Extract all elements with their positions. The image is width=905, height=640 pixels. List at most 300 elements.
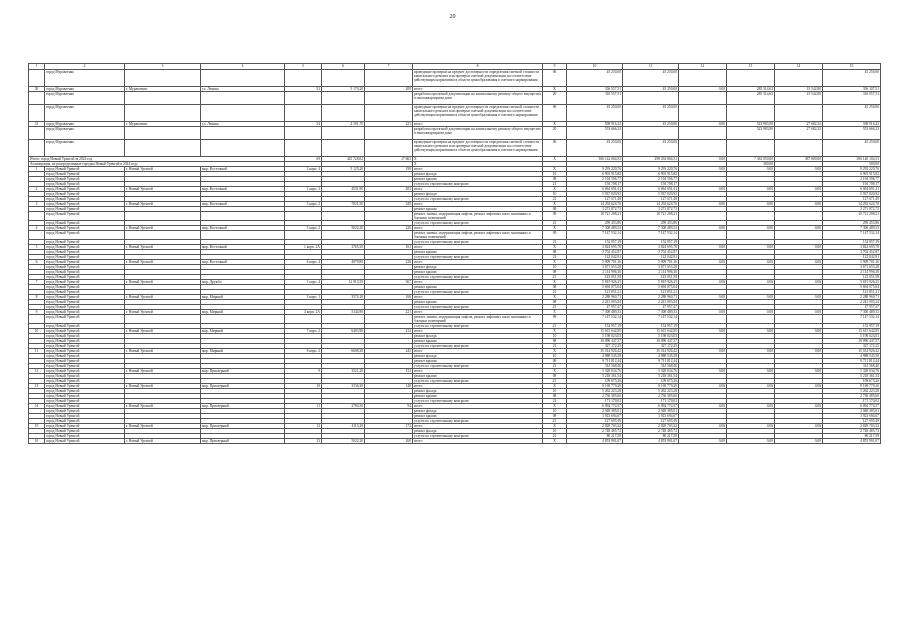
municipality: город Новый Уренгой <box>45 389 125 394</box>
work-code: 08 <box>543 270 567 275</box>
house-number: 6 корп. 4 <box>285 260 322 265</box>
municipality: город Новый Уренгой <box>45 197 125 202</box>
total-cost: 5 218 361,54 <box>567 374 623 379</box>
work-type: X <box>413 162 543 167</box>
work-code: 21 <box>543 255 567 260</box>
settlement: г. Новый Уренгой <box>125 439 201 444</box>
table-row <box>29 70 881 87</box>
regional-fund: 194 708,17 <box>623 182 679 187</box>
residents <box>365 315 413 324</box>
work-code: X <box>543 202 567 207</box>
municipality: город Новый Уренгой <box>45 404 125 409</box>
municipal-budget <box>679 315 727 324</box>
owners-funds: 0,00 <box>727 310 775 315</box>
work-type: услуги по строительному контролю <box>413 275 543 280</box>
header-cell: 12 <box>679 64 727 70</box>
regional-fund: 298 292 804,51 <box>623 157 679 162</box>
row-number <box>29 127 45 140</box>
total-cost: 10 090 447,57 <box>567 339 623 344</box>
owners-funds: 285 314,63 <box>727 87 775 92</box>
row-number: 3 <box>29 202 45 207</box>
owners-funds <box>727 212 775 221</box>
regional-fund: 5 815 926,25 <box>623 280 679 285</box>
area: 4979,80 <box>322 260 365 265</box>
street <box>201 231 285 240</box>
row-number: 11 <box>29 349 45 354</box>
municipal-budget: 0,00 <box>679 369 727 374</box>
total-cost: 15 014 926,42 <box>567 349 623 354</box>
header-cell: 5 <box>285 64 322 70</box>
other-funds: 0,00 <box>775 226 823 231</box>
work-type: ремонт фасада <box>413 172 543 177</box>
house-number <box>285 231 322 240</box>
other-funds: 387 800,00 <box>775 157 823 162</box>
work-code: 08 <box>543 339 567 344</box>
work-type: услуги по строительному контролю <box>413 221 543 226</box>
work-type: услуги по строительному контролю <box>413 434 543 439</box>
municipal-budget: 0,00 <box>679 295 727 300</box>
work-type: услуги по строительному контролю <box>413 182 543 187</box>
grand-total: 5 198 023,03 <box>823 334 881 339</box>
settlement: г. Новый Уренгой <box>125 349 201 354</box>
municipality: город Новый Уренгой <box>45 354 125 359</box>
total-cost: 3 271 872,73 <box>567 207 623 212</box>
work-code: 10 <box>543 172 567 177</box>
residents <box>365 231 413 240</box>
house-number: 1 корп. 3 <box>285 187 322 192</box>
total-cost: 15 615 642,85 <box>567 329 623 334</box>
work-code: 09 <box>543 212 567 221</box>
grand-total: 327 172,25 <box>823 344 881 349</box>
other-funds: 0,00 <box>775 167 823 172</box>
total-cost: 3 671 653,28 <box>567 265 623 270</box>
regional-fund: 123 051,58 <box>623 275 679 280</box>
total-cost: 7 147 532,14 <box>567 231 623 240</box>
header-cell: 15 <box>823 64 881 70</box>
work-code: X <box>543 310 567 315</box>
total-cost: 152 957,19 <box>567 240 623 245</box>
settlement: г. Новый Уренгой <box>125 329 201 334</box>
total-cost: 10 721 298,21 <box>567 212 623 221</box>
grand-total: 5 909 701,16 <box>823 260 881 265</box>
residents: 367 <box>365 280 413 285</box>
residents: 209 <box>365 87 413 92</box>
street: мкр. Восточный <box>201 167 285 172</box>
row-number: 2 <box>29 187 45 192</box>
work-type: проведение проверки на предмет достоверности определения сметной стоимости капитального ремонта или проверки сметной документации на соответствие действующим нормативам в области ценообразования в сметного нормирования <box>413 70 543 87</box>
grand-total: 3 271 872,73 <box>823 207 881 212</box>
other-funds: 0,00 <box>775 404 823 409</box>
work-type: разработка проектной документации на капитальному ремонту общего имущества в многоквартирном доме <box>413 92 543 105</box>
grand-total: 299 453,86 <box>823 221 881 226</box>
grand-total: 2 288 960,71 <box>823 295 881 300</box>
settlement <box>125 212 201 221</box>
house-number: 9 <box>285 369 322 374</box>
owners-funds: 0,00 <box>727 245 775 250</box>
street <box>201 140 285 157</box>
header-cell: 14 <box>775 64 823 70</box>
grand-total: 5 328 034,76 <box>823 369 881 374</box>
other-funds <box>775 140 823 157</box>
street: ул. Ленина <box>201 122 285 127</box>
work-type: итого <box>413 329 543 334</box>
street: мкр. Мирный <box>201 329 285 334</box>
municipality: город Новый Уренгой <box>45 192 125 197</box>
total-cost: 2 241 003,24 <box>567 300 623 305</box>
regional-fund: 45 250,00 <box>623 87 679 92</box>
settlement: г. Новый Уренгой <box>125 404 201 409</box>
work-type: услуги по строительному контролю <box>413 197 543 202</box>
grand-total: 500,00 <box>823 162 881 167</box>
street: мкр. Приозерный <box>201 384 285 389</box>
total-cost: 122 042,91 <box>567 255 623 260</box>
regional-fund: 2 748 485,73 <box>623 429 679 434</box>
regional-fund: 7 300 489,33 <box>623 226 679 231</box>
settlement: г. Новый Уренгой <box>125 187 201 192</box>
work-code: X <box>543 122 567 127</box>
total-cost: 2 048 385,01 <box>567 409 623 414</box>
work-type: ремонт крыши <box>413 414 543 419</box>
owners-funds: 0,00 <box>727 439 775 444</box>
row-number: 31 <box>29 122 45 127</box>
regional-fund: 4 855 901,07 <box>623 439 679 444</box>
area: 4531,90 <box>322 187 365 192</box>
area <box>322 70 365 87</box>
grand-total: 194 708,17 <box>823 182 881 187</box>
grand-total: 5 815 926,25 <box>823 280 881 285</box>
row-number: 15 <box>29 424 45 429</box>
municipality: город Новый Уренгой <box>45 419 125 424</box>
street: мкр. Восточный <box>201 226 285 231</box>
work-type: услуги по строительному контролю <box>413 240 543 245</box>
row-number: 8 <box>29 295 45 300</box>
work-type: ремонт крыши <box>413 394 543 399</box>
grand-total: 15 014 926,42 <box>823 349 881 354</box>
work-code: 21 <box>543 182 567 187</box>
work-type: услуги по строительному контролю <box>413 344 543 349</box>
municipal-budget: 0,00 <box>679 349 727 354</box>
row-number <box>29 315 45 324</box>
work-code: 08 <box>543 359 567 364</box>
work-code: X <box>543 404 567 409</box>
area: 425 728,02 <box>322 157 365 162</box>
work-code: X <box>543 424 567 429</box>
regional-fund: 3 271 872,73 <box>623 207 679 212</box>
municipality: город Новый Уренгой <box>45 399 125 404</box>
municipality: город Новый Уренгой <box>45 339 125 344</box>
grand-total: 10 090 447,57 <box>823 339 881 344</box>
other-funds: 0,00 <box>775 329 823 334</box>
table-row <box>29 127 881 140</box>
municipality: город Новый Уренгой <box>45 344 125 349</box>
grand-total: 152 957,19 <box>823 240 881 245</box>
page-number: 20 <box>449 14 456 20</box>
total-cost: 127 671,49 <box>567 197 623 202</box>
grand-total: 45 250,00 <box>823 70 881 87</box>
owners-funds: 0,00 <box>727 404 775 409</box>
settlement <box>125 127 201 140</box>
municipal-budget <box>679 105 727 122</box>
grand-total: 171 170,02 <box>823 399 881 404</box>
regional-fund: 6 094 774,57 <box>623 404 679 409</box>
area: 3336,30 <box>322 384 365 389</box>
work-type: итого <box>413 310 543 315</box>
municipality: город Новый Уренгой <box>45 207 125 212</box>
header-cell: 8 <box>413 64 543 70</box>
owners-funds: 0,00 <box>727 280 775 285</box>
other-funds: 0,00 <box>775 369 823 374</box>
residents: 148 <box>365 384 413 389</box>
grand-total: 5 218 361,54 <box>823 374 881 379</box>
work-type: ремонт, замена, модернизация лифтов, ремонт лифтовых шахт, машинных и блочных помещений <box>413 315 543 324</box>
work-code: 08 <box>543 285 567 290</box>
total-cost: 2 194 596,77 <box>567 177 623 182</box>
work-code: 21 <box>543 305 567 310</box>
regional-fund <box>623 92 679 105</box>
work-type: услуги по строительному контролю <box>413 255 543 260</box>
house-number: 3 корп. 1 <box>285 295 322 300</box>
area <box>322 140 365 157</box>
municipality: город Новый Уренгой <box>45 270 125 275</box>
owners-funds: 0,00 <box>727 295 775 300</box>
regional-fund: 127 695,49 <box>623 419 679 424</box>
house-number <box>285 315 322 324</box>
house-number <box>285 70 322 87</box>
street: мкр. Приозерный <box>201 369 285 374</box>
work-code: 21 <box>543 275 567 280</box>
house-number: 10 <box>285 384 322 389</box>
work-code: 20 <box>543 92 567 105</box>
area: 4113,20 <box>322 424 365 429</box>
settlement <box>125 140 201 157</box>
work-type: ремонт крыши <box>413 177 543 182</box>
residents <box>365 127 413 140</box>
municipality: город Новый Уренгой <box>45 414 125 419</box>
municipal-budget: 0,00 <box>679 87 727 92</box>
settlement: г. Муравленко <box>125 87 201 92</box>
work-type: услуги по строительному контролю <box>413 290 543 295</box>
house-number <box>285 140 322 157</box>
work-code: X <box>543 167 567 172</box>
regional-fund: 127 671,49 <box>623 197 679 202</box>
header-cell: 4 <box>201 64 285 70</box>
total-cost: 7 300 489,33 <box>567 310 623 315</box>
house-number: 13 <box>285 439 322 444</box>
grand-total: 4 855 901,07 <box>823 439 881 444</box>
area: 5 125,20 <box>322 167 365 172</box>
owners-funds: 0,00 <box>727 384 775 389</box>
grand-total: 121 851,21 <box>823 290 881 295</box>
total-cost: 2 748 485,73 <box>567 429 623 434</box>
area: 5 170,20 <box>322 87 365 92</box>
municipal-budget: 0,00 <box>679 187 727 192</box>
municipality: город Муравленко <box>45 92 125 105</box>
settlement: г. Новый Уренгой <box>125 202 201 207</box>
regional-fund: 10 721 298,21 <box>623 212 679 221</box>
street: мкр. Мирный <box>201 310 285 315</box>
other-funds: 0,00 <box>775 202 823 207</box>
owners-funds <box>727 315 775 324</box>
house-number: 5 корп. 2 <box>285 226 322 231</box>
municipality: город Новый Уренгой <box>45 231 125 240</box>
total-cost: 14 292 624,76 <box>567 202 623 207</box>
work-type: услуги по строительному контролю <box>413 399 543 404</box>
municipality: город Новый Уренгой <box>45 255 125 260</box>
regional-fund: 5 262 223,28 <box>623 389 679 394</box>
house-number <box>285 127 322 140</box>
municipality: город Новый Уренгой <box>45 439 125 444</box>
work-code: X <box>543 329 567 334</box>
work-code: 21 <box>543 434 567 439</box>
regional-fund: 5 694 075,04 <box>623 285 679 290</box>
other-funds: 27 682,32 <box>775 122 823 127</box>
total-cost: 3 824 695,78 <box>567 245 623 250</box>
work-type: ремонт крыши <box>413 300 543 305</box>
grand-total: 45 250,00 <box>823 140 881 157</box>
row-number <box>29 105 45 122</box>
work-code: X <box>543 349 567 354</box>
municipality: город Муравленко <box>45 127 125 140</box>
municipality: город Новый Уренгой <box>45 177 125 182</box>
work-type: итого <box>413 369 543 374</box>
regional-fund: 3 923 694,67 <box>623 414 679 419</box>
work-code: 06 <box>543 140 567 157</box>
grand-total: 127 695,49 <box>823 419 881 424</box>
grand-total: 123 051,58 <box>823 275 881 280</box>
street: мкр. Восточный <box>201 260 285 265</box>
total-cost: 9 711 812,44 <box>567 359 623 364</box>
regional-fund: 45 250,00 <box>623 70 679 87</box>
row-number <box>29 212 45 221</box>
work-type: ремонт фасада <box>413 429 543 434</box>
other-funds: 0,00 <box>775 310 823 315</box>
total-cost: 171 170,02 <box>567 399 623 404</box>
other-funds: 27 682,32 <box>775 127 823 140</box>
work-code: 08 <box>543 207 567 212</box>
regional-fund: 15 615 642,85 <box>623 329 679 334</box>
area <box>322 231 365 240</box>
row-number <box>29 140 45 157</box>
grand-total: 122 042,91 <box>823 255 881 260</box>
total-cost: 5 694 075,04 <box>567 285 623 290</box>
total-cost: 356 557,51 <box>567 87 623 92</box>
total-cost: 2 114 996,30 <box>567 270 623 275</box>
grand-total: 80 217,59 <box>823 434 881 439</box>
work-type: проведение проверки на предмет достоверности определения сметной стоимости капитального ремонта или проверки сметной документации на соответствие действующим нормативам в области ценообразования в сметного нормирования <box>413 105 543 122</box>
other-funds: 0,00 <box>775 439 823 444</box>
work-type: услуги по строительному контролю <box>413 305 543 310</box>
municipal-budget: 0,00 <box>679 329 727 334</box>
work-type: итого <box>413 404 543 409</box>
header-cell: 13 <box>727 64 775 70</box>
row-number: 1 <box>29 167 45 172</box>
municipality: город Новый Уренгой <box>45 295 125 300</box>
municipal-budget: 0,00 <box>679 202 727 207</box>
municipality: город Муравленко <box>45 87 125 92</box>
municipal-budget: 0,00 <box>679 310 727 315</box>
work-code: X <box>543 384 567 389</box>
settlement: г. Новый Уренгой <box>125 369 201 374</box>
residents: 161 <box>365 245 413 250</box>
municipal-budget: 0,00 <box>679 280 727 285</box>
work-type: ремонт, замена, модернизация лифтов, ремонт лифтовых шахт, машинных и блочных помещений <box>413 212 543 221</box>
grand-total: 3 702 452,87 <box>823 250 881 255</box>
municipal-budget: 0,00 <box>679 122 727 127</box>
work-type: ремонт фасада <box>413 409 543 414</box>
house-number: 7 корп. 2 <box>285 329 322 334</box>
grand-total: 2 828 703,32 <box>823 424 881 429</box>
work-type: ремонт фасада <box>413 389 543 394</box>
row-number <box>29 92 45 105</box>
owners-funds: 523 983,90 <box>727 127 775 140</box>
municipality: город Новый Уренгой <box>45 324 125 329</box>
street <box>201 70 285 87</box>
work-type: проведение проверки на предмет достоверности определения сметной стоимости капитального ремонта или проверки сметной документации на соответствие действующим нормативам в области ценообразования в сметного нормирования <box>413 140 543 157</box>
grand-total: 3 923 694,67 <box>823 414 881 419</box>
work-code: 10 <box>543 192 567 197</box>
grand-total: 4 988 545,58 <box>823 354 881 359</box>
work-type: итого <box>413 384 543 389</box>
settlement <box>125 92 201 105</box>
work-type: услуги по строительному контролю <box>413 379 543 384</box>
row-number <box>29 231 45 240</box>
municipal-budget: 0,00 <box>679 167 727 172</box>
municipality: город Новый Уренгой <box>45 285 125 290</box>
municipality: город Новый Уренгой <box>45 187 125 192</box>
total-cost: 5 815 926,25 <box>567 280 623 285</box>
settlement: г. Новый Уренгой <box>125 310 201 315</box>
municipality: город Новый Уренгой <box>45 260 125 265</box>
table-row <box>29 315 881 324</box>
residents <box>365 212 413 221</box>
grand-total: 109 673,26 <box>823 379 881 384</box>
row-number <box>29 70 45 87</box>
residents: 245 <box>365 349 413 354</box>
municipal-budget: 0,00 <box>679 424 727 429</box>
other-funds <box>775 231 823 240</box>
residents: 226 <box>365 226 413 231</box>
grand-total: 47 957,47 <box>823 305 881 310</box>
work-type: услуги по строительному контролю <box>413 364 543 369</box>
total-cost: 3 923 694,67 <box>567 414 623 419</box>
residents: 226 <box>365 260 413 265</box>
regional-fund: 299 453,86 <box>623 221 679 226</box>
regional-fund: 45 250,00 <box>623 140 679 157</box>
area: 4 301,70 <box>322 122 365 127</box>
residents: 94 <box>365 404 413 409</box>
header-cell: 10 <box>567 64 623 70</box>
work-code: 08 <box>543 177 567 182</box>
regional-fund: 3 702 452,87 <box>623 250 679 255</box>
total-cost: 5 198 023,03 <box>567 334 623 339</box>
municipality: город Новый Уренгой <box>45 329 125 334</box>
total-cost: 4 855 901,07 <box>567 439 623 444</box>
other-funds <box>775 70 823 87</box>
other-funds <box>775 212 823 221</box>
grand-total: 152 957,19 <box>823 324 881 329</box>
municipality: город Муравленко <box>45 140 125 157</box>
work-code: 21 <box>543 364 567 369</box>
owners-funds <box>727 140 775 157</box>
grand-total: 2 194 596,77 <box>823 177 881 182</box>
owners-funds: 0,00 <box>727 260 775 265</box>
work-code: 06 <box>543 105 567 122</box>
municipality: город Новый Уренгой <box>45 374 125 379</box>
street: мкр. Восточный <box>201 187 285 192</box>
work-type: итого <box>413 245 543 250</box>
work-code: 09 <box>543 315 567 324</box>
capital-repair-register-table <box>28 63 881 444</box>
